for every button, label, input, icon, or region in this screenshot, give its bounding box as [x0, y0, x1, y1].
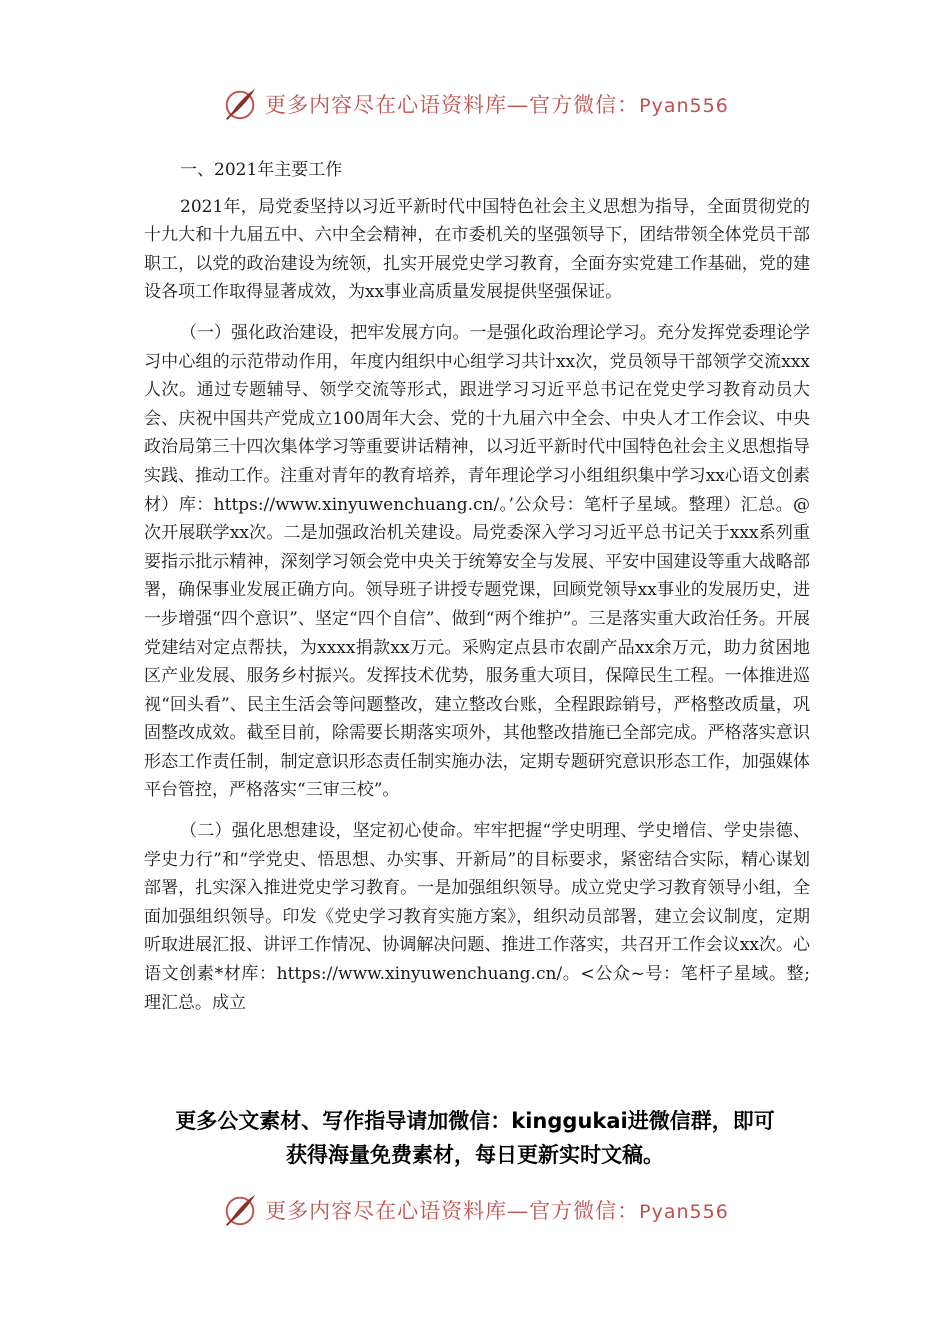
watermark-text: 更多内容尽在心语资料库—官方微信：Pyan556: [265, 93, 729, 117]
section-heading: 一、2021年主要工作: [180, 160, 343, 180]
promo-banner: [0, 1104, 950, 1172]
promo-line-1: 更多公文素材、写作指导请加微信：kinggukai进微信群，即可: [175, 1109, 775, 1133]
promo-line-2: 获得海量免费素材，每日更新实时文稿。: [286, 1143, 664, 1167]
watermark-wechat-id: Pyan556: [639, 95, 729, 117]
watermark-wechat-id: Pyan556: [639, 1201, 729, 1223]
header-watermark: [0, 82, 950, 126]
footer-watermark: [0, 1188, 950, 1232]
paragraph-ideological-building: （二）强化思想建设，坚定初心使命。牢牢把握“学史明理、学史增信、学史崇德、学史力行”和“学党史、悟思想、办实事、开新局”的目标要求，紧密结合实际，精心谋划部署，扎实深入推进党史学习教育。一是加强组织领导。成立党史学习教育领导小组，全面加强组织领导。印发《党史学习教育实施方案》，组织动员部署，建立会议制度，定期听取进展汇报、讲评工作情况、协调解决问题、推进工作落实，共召开工作会议xx次。心语文创素*材库：https://www.xinyuwenchuang.cn/。<公众~号：笔杆子星域。整;理汇总。成立: [144, 821, 810, 1013]
quill-pen-logo-icon: [221, 85, 259, 123]
paragraph-intro: 2021年，局党委坚持以习近平新时代中国特色社会主义思想为指导，全面贯彻党的十九大和十九届五中、六中全会精神，在市委机关的坚强领导下，团结带领全体党员干部职工，以党的政治建设为统领，扎实开展党史学习教育，全面夯实党建工作基础，党的建设各项工作取得显著成效，为xx事业高质量发展提供坚强保证。: [144, 196, 810, 303]
watermark-text: 更多内容尽在心语资料库—官方微信：Pyan556: [265, 1199, 729, 1223]
quill-pen-logo-icon: [221, 1191, 259, 1229]
paragraph-political-building: （一）强化政治建设，把牢发展方向。一是强化政治理论学习。充分发挥党委理论学习中心组的示范带动作用，年度内组织中心组学习共计xx次，党员领导干部领学交流xxx人次。通过专题辅导、领学交流等形式，跟进学习习近平总书记在党史学习教育动员大会、庆祝中国共产党成立100周年大会、党的十九届六中全会、中央人才工作会议、中央政治局第三十四次集体学习等重要讲话精神，以习近平新时代中国特色社会主义思想指导实践、推动工作。注重对青年的教育培养，青年理论学习小组组织集中学习xx心语文创素材）库：https://www.xinyuwenchuang.cn/。’公众号：笔杆子星域。整理）汇总。@次开展联学xx次。二是加强政治机关建设。局党委深入学习习近平总书记关于xxx系列重要指示批示精神，深刻学习领会党中央关于统筹安全与发展、平安中国建设等重大战略部署，确保事业发展正确方向。领导班子讲授专题党课，回顾党领导xx事业的发展历史，进一步增强“四个意识”、坚定“四个自信”、做到“两个维护”。三是落实重大政治任务。开展党建结对定点帮扶，为xxxx捐款xx万元。采购定点县市农副产品xx余万元，助力贫困地区产业发展、服务乡村振兴。发挥技术优势，服务重大项目，保障民生工程。一体推进巡视“回头看”、民主生活会等问题整改，建立整改台账，全程跟踪销号，严格整改质量，巩固整改成效。截至目前，除需要长期落实项外，其他整改措施已全部完成。严格落实意识形态工作责任制，制定意识形态责任制实施办法，定期专题研究意识形态工作，加强媒体平台管控，严格落实“三审三校”。: [144, 322, 810, 801]
document-body: [144, 156, 810, 1029]
